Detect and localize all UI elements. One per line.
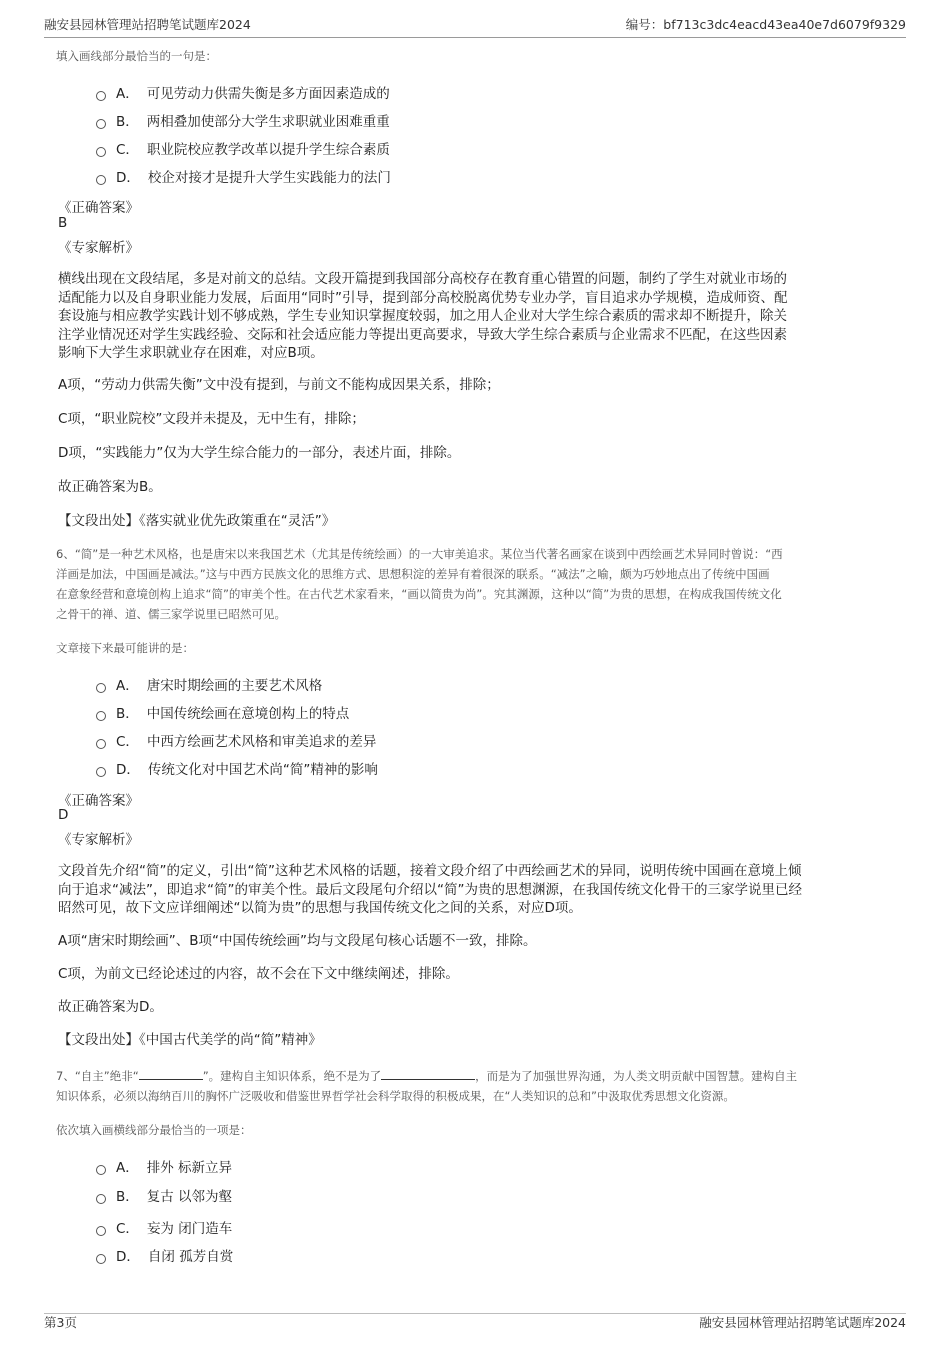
- q7-option-b[interactable]: [96, 1185, 232, 1205]
- analysis-line: 注学业情况还对学生实践经验、交际和社会适应能力等提出更高要求，导致大学生综合素质与企业需求不匹配，在这些因素: [58, 326, 787, 343]
- q7-option-a[interactable]: [96, 1156, 232, 1176]
- option-text: 妄为 闭门造车: [146, 1221, 233, 1237]
- q5-analysis-label: 《专家解析》: [58, 240, 139, 256]
- stem-part: ，而是为了加强世界沟通，为人类文明贡献中国智慧。建构自主: [475, 1069, 798, 1083]
- q6-option-a[interactable]: [96, 674, 322, 694]
- option-letter: C．: [116, 734, 139, 750]
- q7-option-c[interactable]: [96, 1217, 232, 1237]
- option-letter: D．: [116, 170, 140, 186]
- q6-prompt: 文章接下来最可能讲的是：: [56, 641, 194, 655]
- q6-stem: [56, 544, 906, 624]
- analysis-line: 向于追求“减法”，即追求“简”的审美个性。最后文段尾句介绍以“简”为贵的思想渊源，在我国传统文化骨干的三家学说里已经: [58, 881, 802, 898]
- radio-icon[interactable]: [96, 119, 106, 129]
- option-letter: B．: [116, 1189, 139, 1205]
- option-letter: A．: [116, 86, 139, 102]
- radio-icon[interactable]: [96, 739, 106, 749]
- q5-point-a: A项，“劳动力供需失衡”文中没有提到，与前文不能构成因果关系，排除；: [58, 377, 500, 393]
- option-letter: D．: [116, 1249, 140, 1265]
- q6-source: 【文段出处】《中国古代美学的尚“简”精神》: [58, 1032, 322, 1048]
- q6-analysis: [58, 862, 898, 918]
- stem-line: 在意象经营和意境创构上追求“简”的审美个性。在古代艺术家看来，“画以简贵为尚”。究其渊源，这种以“简”为贵的思想，在构成我国传统文化: [56, 587, 782, 601]
- q5-point-c: C项，“职业院校”文段并未提及，无中生有，排除；: [58, 411, 365, 427]
- option-text: 两相叠加使部分大学生求职就业困难重重: [146, 114, 390, 130]
- option-text: 唐宋时期绘画的主要艺术风格: [146, 678, 323, 694]
- option-letter: A．: [116, 678, 139, 694]
- stem-line: 6、“简”是一种艺术风格，也是唐宋以来我国艺术（尤其是传统绘画）的一大审美追求。某位当代著名画家在谈到中西绘画艺术异同时曾说：“西: [56, 547, 783, 561]
- radio-icon[interactable]: [96, 175, 106, 185]
- radio-icon[interactable]: [96, 711, 106, 721]
- header-title: 融安县园林管理站招聘笔试题库2024: [44, 17, 251, 32]
- stem-line: 之骨干的禅、道、儒三家学说里已昭然可见。: [56, 607, 286, 621]
- q6-option-d[interactable]: [96, 758, 378, 778]
- option-letter: C．: [116, 142, 139, 158]
- radio-icon[interactable]: [96, 1165, 106, 1175]
- analysis-line: 套设施与相应教学实践计划不够成熟，学生专业知识掌握度较弱，加之用人企业对大学生综合素质的需求却不断提升，除关: [58, 308, 787, 324]
- header-divider: [44, 37, 906, 38]
- q5-option-c[interactable]: [96, 138, 390, 158]
- q7-stem-line2: 知识体系，必须以海纳百川的胸怀广泛吸收和借鉴世界哲学社会科学取得的积极成果，在“人类知识的总和”中汲取优秀思想文化资源。: [56, 1089, 735, 1103]
- option-text: 职业院校应教学改革以提升学生综合素质: [146, 142, 390, 158]
- option-letter: C．: [116, 1221, 139, 1237]
- stem-part: 7、“自主”绝非“: [56, 1069, 139, 1083]
- q7-option-d[interactable]: [96, 1245, 233, 1265]
- q5-answer: B: [58, 215, 68, 231]
- option-text: 中西方绘画艺术风格和审美追求的差异: [146, 734, 377, 750]
- option-text: 中国传统绘画在意境创构上的特点: [146, 706, 350, 722]
- q5-conclusion: 故正确答案为B。: [58, 479, 162, 495]
- option-text: 自闭 孤芳自赏: [147, 1249, 234, 1265]
- radio-icon[interactable]: [96, 1254, 106, 1264]
- fill-blank-1[interactable]: [139, 1067, 203, 1080]
- radio-icon[interactable]: [96, 91, 106, 101]
- q5-option-b[interactable]: [96, 110, 390, 130]
- page-number: 第3页: [44, 1315, 77, 1330]
- q6-option-c[interactable]: [96, 730, 376, 750]
- footer-title: 融安县园林管理站招聘笔试题库2024: [699, 1315, 906, 1330]
- radio-icon[interactable]: [96, 1194, 106, 1204]
- option-letter: D．: [116, 762, 140, 778]
- option-text: 复古 以邻为壑: [146, 1189, 233, 1205]
- document-code: 编号：bf713c3dc4eacd43ea40e7d6079f9329: [625, 17, 906, 32]
- q5-stem-tail: 填入画线部分最恰当的一句是：: [56, 49, 217, 63]
- option-text: 可见劳动力供需失衡是多方面因素造成的: [146, 86, 390, 102]
- q7-stem-line1: [56, 1066, 906, 1086]
- q5-option-d[interactable]: [96, 166, 391, 186]
- option-letter: A．: [116, 1160, 139, 1176]
- radio-icon[interactable]: [96, 767, 106, 777]
- radio-icon[interactable]: [96, 1226, 106, 1236]
- q5-option-a[interactable]: [96, 82, 390, 102]
- option-letter: B．: [116, 706, 139, 722]
- q6-analysis-label: 《专家解析》: [58, 832, 139, 848]
- q6-point-c: C项，为前文已经论述过的内容，故不会在下文中继续阐述，排除。: [58, 966, 459, 982]
- q6-option-b[interactable]: [96, 702, 349, 722]
- radio-icon[interactable]: [96, 147, 106, 157]
- q6-answer-label: 《正确答案》: [58, 793, 139, 809]
- radio-icon[interactable]: [96, 683, 106, 693]
- analysis-line: 文段首先介绍“简”的定义，引出“简”这种艺术风格的话题，接着文段介绍了中西绘画艺术的异同，说明传统中国画在意境上倾: [58, 863, 802, 879]
- option-letter: B．: [116, 114, 139, 130]
- q5-answer-label: 《正确答案》: [58, 200, 139, 216]
- fill-blank-2[interactable]: [381, 1067, 475, 1080]
- stem-part: ”。建构自主知识体系，绝不是为了: [202, 1069, 382, 1083]
- q5-analysis: [58, 270, 898, 363]
- option-text: 排外 标新立异: [146, 1160, 233, 1176]
- analysis-line: 适配能力以及自身职业能力发展，后面用“同时”引导，提到部分高校脱离优势专业办学，盲目追求办学规模，造成师资、配: [58, 289, 788, 306]
- q5-point-d: D项，“实践能力”仅为大学生综合能力的一部分，表述片面，排除。: [58, 445, 461, 461]
- option-text: 校企对接才是提升大学生实践能力的法门: [147, 170, 391, 186]
- analysis-line: 横线出现在文段结尾，多是对前文的总结。文段开篇提到我国部分高校存在教育重心错置的问题，制约了学生对就业市场的: [58, 271, 787, 287]
- q5-source: 【文段出处】《落实就业优先政策重在“灵活”》: [58, 513, 336, 529]
- q7-prompt: 依次填入画横线部分最恰当的一项是：: [56, 1123, 252, 1137]
- q6-conclusion: 故正确答案为D。: [58, 999, 163, 1015]
- option-text: 传统文化对中国艺术尚“简”精神的影响: [147, 762, 378, 778]
- stem-line: 洋画是加法，中国画是减法。”这与中西方民族文化的思维方式、思想积淀的差异有着很深的联系。“减法”之喻，颇为巧妙地点出了传统中国画: [56, 567, 770, 581]
- analysis-line: 影响下大学生求职就业存在困难，对应B项。: [58, 345, 324, 361]
- analysis-line: 昭然可见，故下文应详细阐述“以简为贵”的思想与我国传统文化之间的关系，对应D项。: [58, 900, 582, 916]
- q6-answer: D: [58, 807, 69, 823]
- q6-point-ab: A项“唐宋时期绘画”、B项“中国传统绘画”均与文段尾句核心话题不一致，排除。: [58, 933, 537, 949]
